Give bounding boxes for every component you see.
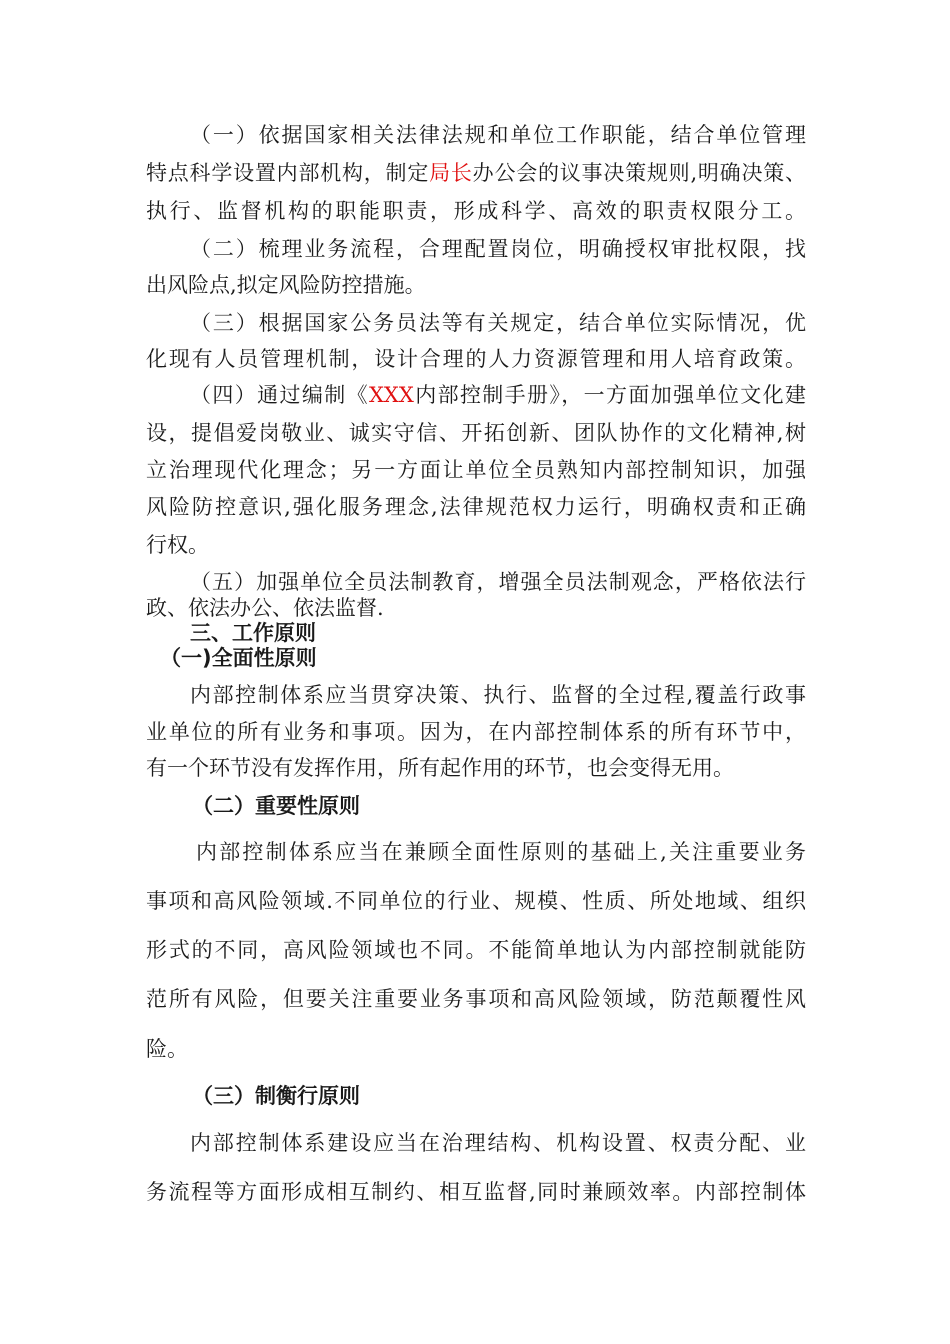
p4-line-1-start: （四）通过编制《 [190, 383, 369, 407]
p5-line-2: 政、依法办公、依法监督. [146, 596, 384, 620]
sub1-line-1: 内部控制体系应当贯穿决策、执行、监督的全过程,覆盖行政事 [190, 683, 806, 707]
p4-line-2: 设，提倡爱岗敬业、诚实守信、开拓创新、团队协作的文化精神,树 [146, 421, 806, 445]
p4-line-4: 风险防控意识,强化服务理念,法律规范权力运行，明确权责和正确 [146, 495, 806, 519]
subsection-2-heading: （二）重要性原则 [192, 794, 360, 818]
p1-line-3: 执行、监督机构的职能职责，形成科学、高效的职责权限分工。 [146, 199, 806, 223]
highlight-xxx: XXX [368, 383, 414, 407]
p3-line-1: （三）根据国家公务员法等有关规定，结合单位实际情况，优 [190, 311, 806, 335]
sub1-line-3: 有一个环节没有发挥作用，所有起作用的环节，也会变得无用。 [146, 756, 734, 780]
p4-line-1-end: 内部控制手册》，一方面加强单位文化建 [413, 383, 806, 407]
p2-line-2: 出风险点,拟定风险防控措施。 [146, 273, 426, 297]
sub2-line-3: 形式的不同，高风险领域也不同。不能简单地认为内部控制就能防 [146, 938, 806, 962]
p4-line-1 [190, 381, 806, 409]
sub2-line-1: 内部控制体系应当在兼顾全面性原则的基础上,关注重要业务 [196, 840, 806, 864]
p1-line-2 [146, 159, 806, 187]
p4-line-5: 行权。 [146, 533, 209, 557]
section-3-heading: 三、工作原则 [190, 621, 316, 645]
highlight-director: 局长 [429, 161, 473, 185]
p1-line-2-start: 特点科学设置内部机构，制定 [146, 161, 430, 185]
p4-line-3: 立治理现代化理念；另一方面让单位全员熟知内部控制知识，加强 [146, 458, 806, 482]
p1-line-1: （一）依据国家相关法律法规和单位工作职能，结合单位管理 [190, 123, 806, 147]
sub2-line-2: 事项和高风险领域.不同单位的行业、规模、性质、所处地域、组织 [146, 889, 806, 913]
p1-line-2-end: 办公会的议事决策规则,明确决策、 [472, 161, 806, 185]
sub2-line-5: 险。 [146, 1037, 188, 1061]
subsection-3-heading: （三）制衡行原则 [192, 1084, 360, 1108]
p5-line-1: （五）加强单位全员法制教育，增强全员法制观念，严格依法行 [190, 570, 806, 594]
p3-line-2: 化现有人员管理机制，设计合理的人力资源管理和用人培育政策。 [146, 347, 806, 371]
p2-line-1: （二）梳理业务流程，合理配置岗位，明确授权审批权限，找 [190, 237, 806, 261]
sub1-line-2: 业单位的所有业务和事项。因为，在内部控制体系的所有环节中， [146, 720, 806, 744]
sub2-line-4: 范所有风险，但要关注重要业务事项和高风险领域，防范颠覆性风 [146, 987, 806, 1011]
sub3-line-1: 内部控制体系建设应当在治理结构、机构设置、权责分配、业 [190, 1131, 806, 1155]
sub3-line-2: 务流程等方面形成相互制约、相互监督,同时兼顾效率。内部控制体 [146, 1180, 806, 1204]
subsection-1-heading: （一)全面性原则 [160, 646, 317, 670]
